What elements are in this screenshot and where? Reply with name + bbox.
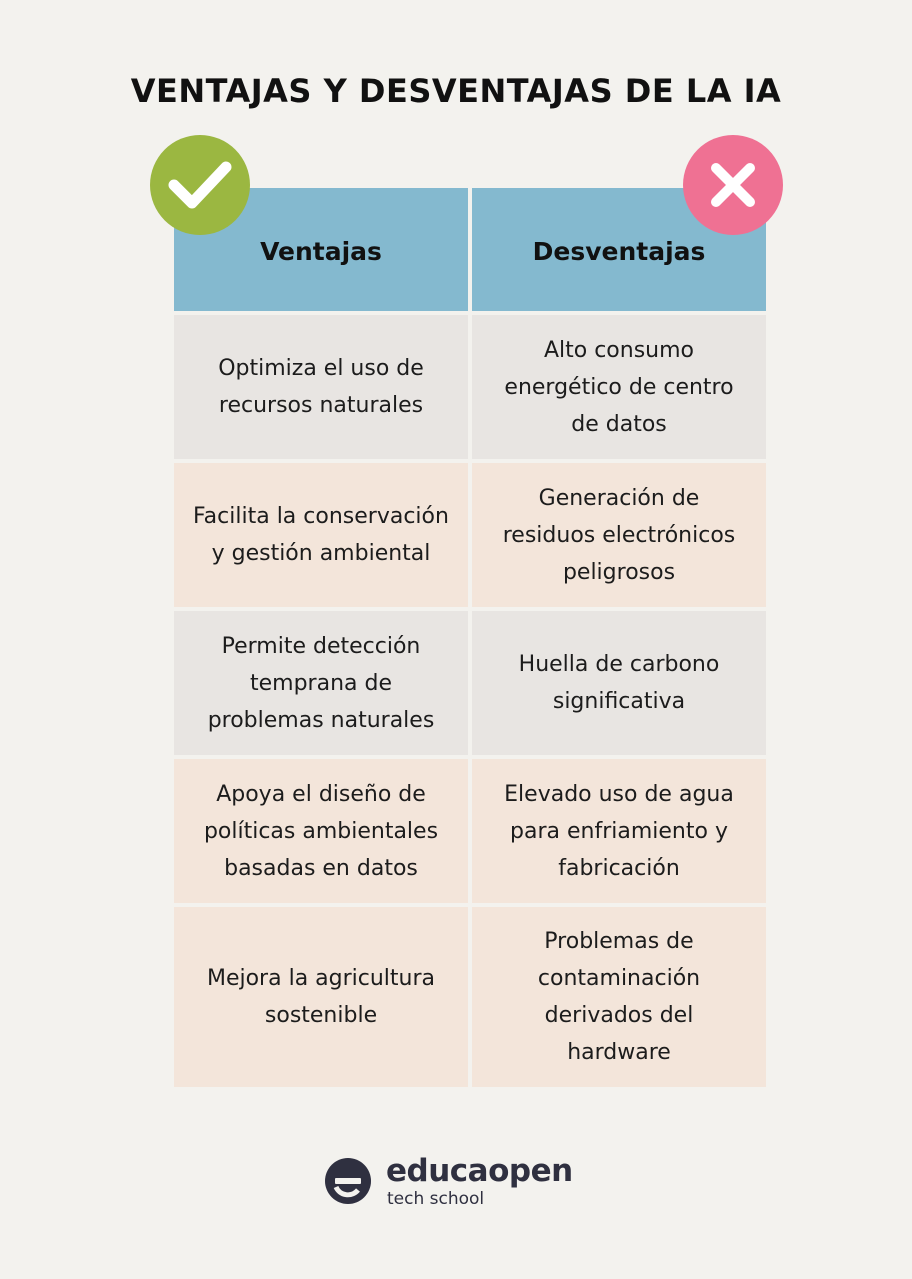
logo-mark-icon <box>324 1157 372 1205</box>
comparison-table <box>174 188 766 1087</box>
check-icon <box>150 135 250 235</box>
logo-subtitle: tech school <box>387 1189 485 1209</box>
ventaja-cell: Facilita la conservación y gestión ambiental <box>174 463 468 607</box>
ventaja-cell: Mejora la agricultura sostenible <box>174 907 468 1087</box>
ventaja-cell: Permite detección temprana de problemas naturales <box>174 611 468 755</box>
educaopen-logo <box>324 1155 604 1215</box>
page-title: VENTAJAS Y DESVENTAJAS DE LA IA <box>130 72 782 110</box>
desventaja-cell: Huella de carbono significativa <box>472 611 766 755</box>
desventaja-cell: Alto consumo energético de centro de datos <box>472 315 766 459</box>
header-ventajas: Ventajas <box>174 188 468 311</box>
x-icon <box>683 135 783 235</box>
ventaja-cell: Apoya el diseño de políticas ambientales basadas en datos <box>174 759 468 903</box>
header-desventajas: Desventajas <box>472 188 766 311</box>
ventaja-cell: Optimiza el uso de recursos naturales <box>174 315 468 459</box>
desventaja-cell: Elevado uso de agua para enfriamiento y fabricación <box>472 759 766 903</box>
desventaja-cell: Generación de residuos electrónicos peligrosos <box>472 463 766 607</box>
desventaja-cell: Problemas de contaminación derivados del hardware <box>472 907 766 1087</box>
logo-name: educaopen <box>386 1153 573 1189</box>
